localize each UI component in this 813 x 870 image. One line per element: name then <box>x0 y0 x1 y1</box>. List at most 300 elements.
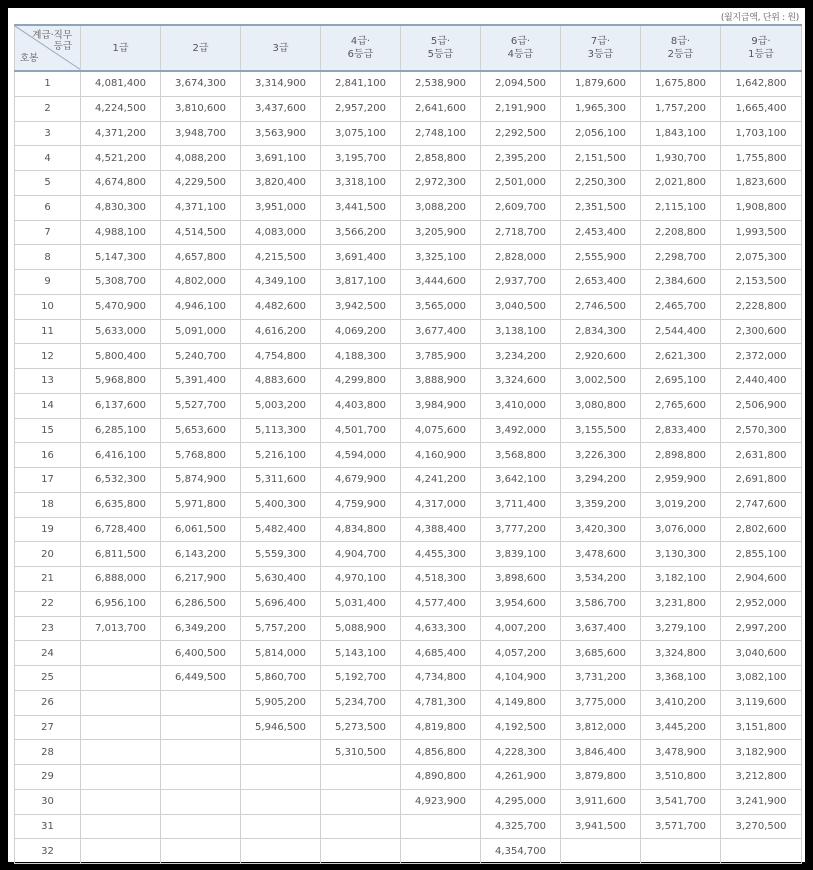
salary-cell: 3,080,800 <box>561 393 641 418</box>
salary-cell: 3,234,200 <box>481 344 561 369</box>
salary-cell: 6,956,100 <box>81 591 161 616</box>
salary-cell: 3,040,500 <box>481 294 561 319</box>
salary-cell: 5,559,300 <box>241 542 321 567</box>
step-cell: 19 <box>15 517 81 542</box>
salary-cell: 5,310,500 <box>321 740 401 765</box>
grade-header-line1: 2급 <box>192 42 209 54</box>
salary-cell: 4,657,800 <box>161 245 241 270</box>
salary-cell: 3,226,300 <box>561 443 641 468</box>
salary-cell: 4,325,700 <box>481 814 561 839</box>
salary-cell <box>241 740 321 765</box>
salary-cell: 3,492,000 <box>481 418 561 443</box>
salary-cell: 5,946,500 <box>241 715 321 740</box>
salary-cell: 5,800,400 <box>81 344 161 369</box>
step-cell: 10 <box>15 294 81 319</box>
salary-cell: 6,286,500 <box>161 591 241 616</box>
salary-cell: 6,416,100 <box>81 443 161 468</box>
salary-cell <box>321 789 401 814</box>
salary-cell: 3,205,900 <box>401 220 481 245</box>
salary-cell: 1,642,800 <box>721 71 802 96</box>
salary-cell: 3,437,600 <box>241 96 321 121</box>
grade-header-line1: 1급 <box>112 42 129 54</box>
salary-cell: 2,228,800 <box>721 294 802 319</box>
salary-cell: 3,691,100 <box>241 146 321 171</box>
salary-cell: 2,191,900 <box>481 96 561 121</box>
salary-cell: 3,948,700 <box>161 121 241 146</box>
grade-header-line2: 5등급 <box>427 49 454 60</box>
step-cell: 29 <box>15 765 81 790</box>
salary-cell: 3,846,400 <box>561 740 641 765</box>
salary-cell <box>81 666 161 691</box>
salary-cell: 2,395,200 <box>481 146 561 171</box>
grade-header <box>241 25 321 71</box>
salary-cell: 5,216,100 <box>241 443 321 468</box>
salary-cell: 5,814,000 <box>241 641 321 666</box>
salary-cell: 3,566,200 <box>321 220 401 245</box>
salary-cell: 3,810,600 <box>161 96 241 121</box>
salary-cell: 2,440,400 <box>721 369 802 394</box>
table-row <box>15 814 802 839</box>
grade-header-line2: 2등급 <box>667 49 694 60</box>
salary-cell <box>241 789 321 814</box>
salary-cell: 5,768,800 <box>161 443 241 468</box>
table-row <box>15 839 802 864</box>
salary-cell: 3,002,500 <box>561 369 641 394</box>
salary-cell <box>401 814 481 839</box>
salary-cell: 4,521,200 <box>81 146 161 171</box>
salary-cell: 3,325,100 <box>401 245 481 270</box>
salary-cell <box>81 839 161 864</box>
table-row <box>15 171 802 196</box>
table-row <box>15 294 802 319</box>
salary-cell: 2,453,400 <box>561 220 641 245</box>
salary-cell: 4,501,700 <box>321 418 401 443</box>
step-cell: 18 <box>15 492 81 517</box>
salary-cell: 7,013,700 <box>81 616 161 641</box>
salary-cell: 3,040,600 <box>721 641 802 666</box>
step-cell: 4 <box>15 146 81 171</box>
salary-cell <box>161 715 241 740</box>
salary-cell: 2,056,100 <box>561 121 641 146</box>
salary-cell: 4,075,600 <box>401 418 481 443</box>
salary-cell: 2,748,100 <box>401 121 481 146</box>
salary-cell: 3,879,800 <box>561 765 641 790</box>
salary-cell: 5,031,400 <box>321 591 401 616</box>
salary-cell: 2,841,100 <box>321 71 401 96</box>
salary-cell: 2,501,000 <box>481 171 561 196</box>
salary-cell: 4,354,700 <box>481 839 561 864</box>
salary-cell: 5,143,100 <box>321 641 401 666</box>
step-cell: 5 <box>15 171 81 196</box>
salary-cell: 6,888,000 <box>81 567 161 592</box>
salary-cell: 4,781,300 <box>401 690 481 715</box>
salary-cell: 3,565,000 <box>401 294 481 319</box>
salary-cell: 2,904,600 <box>721 567 802 592</box>
salary-cell: 3,151,800 <box>721 715 802 740</box>
salary-cell: 2,075,300 <box>721 245 802 270</box>
salary-cell: 4,946,100 <box>161 294 241 319</box>
salary-cell: 3,138,100 <box>481 319 561 344</box>
salary-cell: 5,391,400 <box>161 369 241 394</box>
salary-cell: 3,212,800 <box>721 765 802 790</box>
salary-cell: 3,088,200 <box>401 195 481 220</box>
salary-cell: 1,675,800 <box>641 71 721 96</box>
salary-cell: 4,802,000 <box>161 270 241 295</box>
salary-cell: 3,677,400 <box>401 319 481 344</box>
salary-cell: 2,641,600 <box>401 96 481 121</box>
salary-cell: 2,300,600 <box>721 319 802 344</box>
salary-cell: 4,104,900 <box>481 666 561 691</box>
salary-cell <box>161 789 241 814</box>
salary-cell: 3,586,700 <box>561 591 641 616</box>
salary-cell: 5,003,200 <box>241 393 321 418</box>
table-row <box>15 740 802 765</box>
step-cell: 22 <box>15 591 81 616</box>
salary-cell: 3,942,500 <box>321 294 401 319</box>
salary-cell: 2,937,700 <box>481 270 561 295</box>
salary-cell: 4,349,100 <box>241 270 321 295</box>
step-cell: 24 <box>15 641 81 666</box>
salary-cell: 4,088,200 <box>161 146 241 171</box>
step-cell: 23 <box>15 616 81 641</box>
salary-cell <box>81 641 161 666</box>
salary-cell: 4,685,400 <box>401 641 481 666</box>
salary-cell: 3,410,200 <box>641 690 721 715</box>
salary-cell: 3,541,700 <box>641 789 721 814</box>
salary-cell: 3,445,200 <box>641 715 721 740</box>
salary-cell: 4,754,800 <box>241 344 321 369</box>
salary-cell <box>161 690 241 715</box>
salary-cell: 3,182,900 <box>721 740 802 765</box>
grade-header <box>81 25 161 71</box>
salary-cell: 5,905,200 <box>241 690 321 715</box>
step-cell: 8 <box>15 245 81 270</box>
grade-header-line1: 5급· <box>430 36 451 47</box>
salary-cell: 2,855,100 <box>721 542 802 567</box>
salary-cell: 6,349,200 <box>161 616 241 641</box>
salary-cell: 6,137,600 <box>81 393 161 418</box>
step-cell: 11 <box>15 319 81 344</box>
salary-cell <box>81 715 161 740</box>
salary-cell: 5,860,700 <box>241 666 321 691</box>
salary-cell: 4,388,400 <box>401 517 481 542</box>
salary-cell <box>81 690 161 715</box>
salary-cell: 4,856,800 <box>401 740 481 765</box>
table-row <box>15 789 802 814</box>
salary-cell: 3,941,500 <box>561 814 641 839</box>
salary-cell: 3,637,400 <box>561 616 641 641</box>
grade-header-line1: 8급· <box>670 36 691 47</box>
table-row <box>15 666 802 691</box>
salary-cell <box>81 814 161 839</box>
salary-cell: 5,482,400 <box>241 517 321 542</box>
salary-cell: 3,984,900 <box>401 393 481 418</box>
salary-cell: 4,224,500 <box>81 96 161 121</box>
salary-cell: 4,215,500 <box>241 245 321 270</box>
salary-cell <box>241 765 321 790</box>
step-cell: 27 <box>15 715 81 740</box>
grade-header <box>321 25 401 71</box>
table-row <box>15 443 802 468</box>
salary-cell: 3,420,300 <box>561 517 641 542</box>
grade-header <box>481 25 561 71</box>
salary-cell: 4,081,400 <box>81 71 161 96</box>
salary-cell: 5,630,400 <box>241 567 321 592</box>
salary-cell: 3,954,600 <box>481 591 561 616</box>
salary-cell: 4,830,300 <box>81 195 161 220</box>
salary-cell: 4,834,800 <box>321 517 401 542</box>
grade-header-line2: 3등급 <box>587 49 614 60</box>
salary-cell <box>321 839 401 864</box>
table-body <box>15 71 802 864</box>
salary-cell: 3,711,400 <box>481 492 561 517</box>
salary-cell: 3,119,600 <box>721 690 802 715</box>
step-cell: 7 <box>15 220 81 245</box>
salary-cell: 4,518,300 <box>401 567 481 592</box>
salary-cell: 2,506,900 <box>721 393 802 418</box>
salary-cell <box>321 814 401 839</box>
table-row <box>15 71 802 96</box>
step-cell: 17 <box>15 468 81 493</box>
salary-cell: 2,691,800 <box>721 468 802 493</box>
salary-cell: 4,577,400 <box>401 591 481 616</box>
salary-cell: 4,679,900 <box>321 468 401 493</box>
corner-step-label: 호봉 <box>20 53 39 64</box>
salary-cell <box>721 839 802 864</box>
salary-cell: 3,368,100 <box>641 666 721 691</box>
table-row <box>15 517 802 542</box>
salary-cell: 3,563,900 <box>241 121 321 146</box>
salary-cell: 6,532,300 <box>81 468 161 493</box>
salary-cell <box>321 765 401 790</box>
salary-cell: 1,843,100 <box>641 121 721 146</box>
salary-cell: 3,839,100 <box>481 542 561 567</box>
salary-cell: 3,410,000 <box>481 393 561 418</box>
salary-cell: 5,633,000 <box>81 319 161 344</box>
salary-cell: 4,616,200 <box>241 319 321 344</box>
salary-cell: 3,571,700 <box>641 814 721 839</box>
salary-cell: 2,828,000 <box>481 245 561 270</box>
salary-cell <box>161 814 241 839</box>
salary-cell: 5,653,600 <box>161 418 241 443</box>
table-row <box>15 393 802 418</box>
salary-cell: 2,151,500 <box>561 146 641 171</box>
salary-cell: 4,403,800 <box>321 393 401 418</box>
table-row <box>15 690 802 715</box>
salary-cell: 4,371,100 <box>161 195 241 220</box>
salary-cell: 1,908,800 <box>721 195 802 220</box>
salary-cell: 3,082,100 <box>721 666 802 691</box>
salary-cell: 4,299,800 <box>321 369 401 394</box>
step-cell: 14 <box>15 393 81 418</box>
table-row <box>15 641 802 666</box>
salary-cell: 5,240,700 <box>161 344 241 369</box>
grade-header <box>561 25 641 71</box>
step-cell: 28 <box>15 740 81 765</box>
salary-cell: 4,759,900 <box>321 492 401 517</box>
salary-cell: 3,182,100 <box>641 567 721 592</box>
grade-header-line2: 1등급 <box>748 49 774 60</box>
step-cell: 6 <box>15 195 81 220</box>
salary-cell: 5,308,700 <box>81 270 161 295</box>
salary-cell: 5,113,300 <box>241 418 321 443</box>
salary-cell: 6,811,500 <box>81 542 161 567</box>
salary-cell <box>641 839 721 864</box>
salary-cell: 2,115,100 <box>641 195 721 220</box>
salary-cell: 4,317,000 <box>401 492 481 517</box>
salary-cell: 3,812,000 <box>561 715 641 740</box>
salary-cell: 4,160,900 <box>401 443 481 468</box>
table-row <box>15 344 802 369</box>
salary-cell: 4,083,000 <box>241 220 321 245</box>
salary-cell: 2,538,900 <box>401 71 481 96</box>
salary-cell: 6,285,100 <box>81 418 161 443</box>
salary-cell: 2,765,600 <box>641 393 721 418</box>
salary-cell: 3,775,000 <box>561 690 641 715</box>
salary-cell: 4,904,700 <box>321 542 401 567</box>
salary-cell: 3,270,500 <box>721 814 802 839</box>
salary-cell: 1,757,200 <box>641 96 721 121</box>
table-row <box>15 319 802 344</box>
table-row <box>15 715 802 740</box>
step-cell: 26 <box>15 690 81 715</box>
salary-cell: 2,834,300 <box>561 319 641 344</box>
salary-cell: 4,674,800 <box>81 171 161 196</box>
salary-cell: 2,250,300 <box>561 171 641 196</box>
table-row <box>15 542 802 567</box>
salary-cell: 3,076,000 <box>641 517 721 542</box>
salary-cell: 2,695,100 <box>641 369 721 394</box>
step-cell: 2 <box>15 96 81 121</box>
salary-cell: 6,449,500 <box>161 666 241 691</box>
salary-cell: 6,728,400 <box>81 517 161 542</box>
salary-cell: 4,988,100 <box>81 220 161 245</box>
salary-cell <box>161 765 241 790</box>
salary-cell: 5,757,200 <box>241 616 321 641</box>
corner-grade-label <box>32 30 72 52</box>
salary-cell: 1,665,400 <box>721 96 802 121</box>
salary-cell: 3,685,600 <box>561 641 641 666</box>
table-row <box>15 96 802 121</box>
salary-cell <box>81 765 161 790</box>
salary-cell: 2,555,900 <box>561 245 641 270</box>
salary-cell: 3,279,100 <box>641 616 721 641</box>
header-row <box>15 25 802 71</box>
salary-cell: 3,785,900 <box>401 344 481 369</box>
step-cell: 9 <box>15 270 81 295</box>
salary-cell: 2,920,600 <box>561 344 641 369</box>
salary-cell: 3,691,400 <box>321 245 401 270</box>
salary-cell: 1,930,700 <box>641 146 721 171</box>
salary-cell: 3,019,200 <box>641 492 721 517</box>
salary-cell: 3,294,200 <box>561 468 641 493</box>
salary-cell <box>81 740 161 765</box>
salary-cell: 4,455,300 <box>401 542 481 567</box>
salary-cell: 3,155,500 <box>561 418 641 443</box>
table-row <box>15 591 802 616</box>
salary-cell <box>401 839 481 864</box>
salary-cell: 3,444,600 <box>401 270 481 295</box>
salary-cell: 2,952,000 <box>721 591 802 616</box>
salary-cell: 2,570,300 <box>721 418 802 443</box>
salary-cell: 3,478,900 <box>641 740 721 765</box>
salary-cell <box>161 740 241 765</box>
salary-cell: 5,192,700 <box>321 666 401 691</box>
salary-cell: 3,231,800 <box>641 591 721 616</box>
salary-cell: 3,888,900 <box>401 369 481 394</box>
corner-header-cell <box>15 25 81 71</box>
table-row <box>15 492 802 517</box>
grade-header <box>721 25 802 71</box>
salary-cell: 2,718,700 <box>481 220 561 245</box>
salary-cell <box>241 814 321 839</box>
salary-cell: 4,970,100 <box>321 567 401 592</box>
step-cell: 13 <box>15 369 81 394</box>
corner-top-line2: 등급 <box>53 41 72 52</box>
grade-header-line2: 4등급 <box>507 49 534 60</box>
salary-cell: 4,149,800 <box>481 690 561 715</box>
salary-cell: 3,510,800 <box>641 765 721 790</box>
pay-table-panel <box>8 8 805 862</box>
salary-cell: 2,747,600 <box>721 492 802 517</box>
salary-cell: 2,351,500 <box>561 195 641 220</box>
salary-cell: 2,621,300 <box>641 344 721 369</box>
salary-cell: 4,295,000 <box>481 789 561 814</box>
salary-cell: 2,972,300 <box>401 171 481 196</box>
salary-cell: 2,465,700 <box>641 294 721 319</box>
salary-cell: 4,229,500 <box>161 171 241 196</box>
salary-cell: 4,188,300 <box>321 344 401 369</box>
step-cell: 30 <box>15 789 81 814</box>
salary-cell: 4,594,000 <box>321 443 401 468</box>
salary-cell: 3,951,000 <box>241 195 321 220</box>
salary-cell: 4,514,500 <box>161 220 241 245</box>
salary-cell: 1,703,100 <box>721 121 802 146</box>
grade-header-line1: 7급· <box>590 36 611 47</box>
salary-cell: 3,241,900 <box>721 789 802 814</box>
salary-cell: 2,858,800 <box>401 146 481 171</box>
salary-cell: 3,898,600 <box>481 567 561 592</box>
salary-cell: 1,993,500 <box>721 220 802 245</box>
salary-cell: 2,153,500 <box>721 270 802 295</box>
salary-cell <box>161 839 241 864</box>
salary-cell <box>561 839 641 864</box>
salary-cell: 3,130,300 <box>641 542 721 567</box>
salary-cell: 2,959,900 <box>641 468 721 493</box>
salary-cell: 5,234,700 <box>321 690 401 715</box>
salary-cell: 5,971,800 <box>161 492 241 517</box>
salary-cell: 5,470,900 <box>81 294 161 319</box>
step-cell: 12 <box>15 344 81 369</box>
salary-cell: 4,890,800 <box>401 765 481 790</box>
salary-cell: 2,833,400 <box>641 418 721 443</box>
salary-cell: 2,746,500 <box>561 294 641 319</box>
salary-cell: 1,823,600 <box>721 171 802 196</box>
salary-cell: 4,883,600 <box>241 369 321 394</box>
salary-cell: 3,777,200 <box>481 517 561 542</box>
salary-cell: 3,642,100 <box>481 468 561 493</box>
salary-cell: 3,534,200 <box>561 567 641 592</box>
salary-cell: 2,653,400 <box>561 270 641 295</box>
salary-cell: 2,021,800 <box>641 171 721 196</box>
table-row <box>15 195 802 220</box>
grade-header-line1: 3급 <box>272 42 289 54</box>
salary-cell <box>241 839 321 864</box>
salary-cell: 5,088,900 <box>321 616 401 641</box>
salary-cell: 5,147,300 <box>81 245 161 270</box>
salary-cell: 4,371,200 <box>81 121 161 146</box>
grade-header <box>401 25 481 71</box>
